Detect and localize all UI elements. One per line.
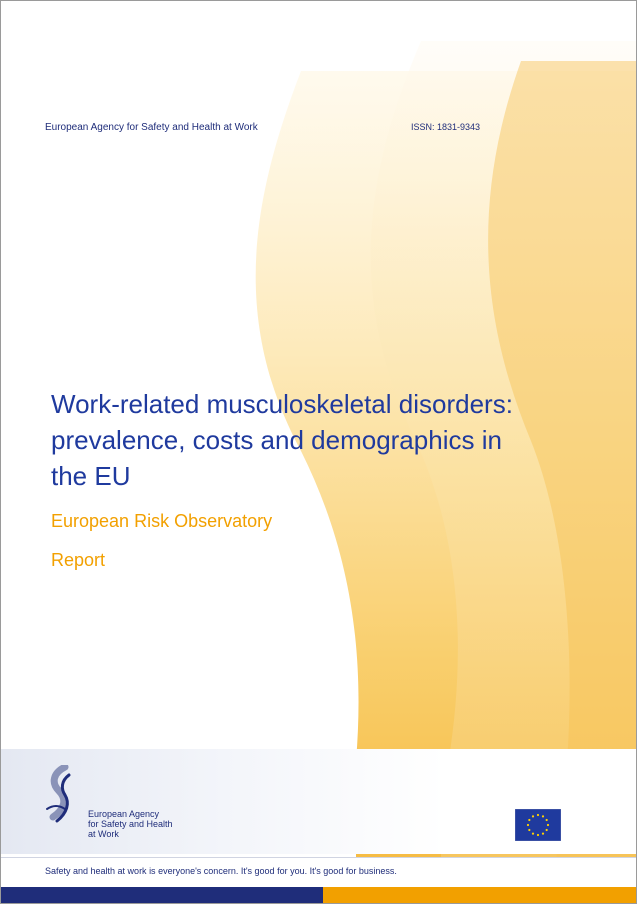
- header-issn: ISSN: 1831-9343: [411, 122, 481, 132]
- footer-tagline: Safety and health at work is everyone's concern. It's good for you. It's good for business.: [45, 866, 397, 876]
- eu-star: [537, 814, 539, 816]
- bottom-stripe-orange: [323, 887, 636, 903]
- eu-star: [546, 819, 548, 821]
- header-agency-name: European Agency for Safety and Health at Work: [45, 122, 258, 133]
- report-series: European Risk Observatory: [51, 511, 273, 531]
- eu-star: [528, 819, 530, 821]
- logo-line-3: at Work: [88, 829, 119, 839]
- report-title: Work-related musculoskeletal disorders: prevalence, costs and demographics in the EU: [51, 389, 513, 491]
- report-type: Report: [51, 550, 106, 570]
- eu-flag-icon: [515, 809, 561, 841]
- logo-line-1: European Agency: [88, 809, 160, 819]
- eu-star: [542, 815, 544, 817]
- eu-star: [528, 829, 530, 831]
- eu-star: [532, 833, 534, 835]
- agency-logo-icon: [43, 765, 77, 825]
- eu-star: [527, 824, 529, 826]
- eu-star: [537, 834, 539, 836]
- bottom-stripe-blue: [1, 887, 323, 903]
- agency-logo-text: [88, 809, 173, 839]
- logo-line-2: for Safety and Health: [88, 819, 173, 829]
- eu-star: [542, 833, 544, 835]
- eu-star: [547, 824, 549, 826]
- eu-star: [532, 815, 534, 817]
- eu-star: [546, 829, 548, 831]
